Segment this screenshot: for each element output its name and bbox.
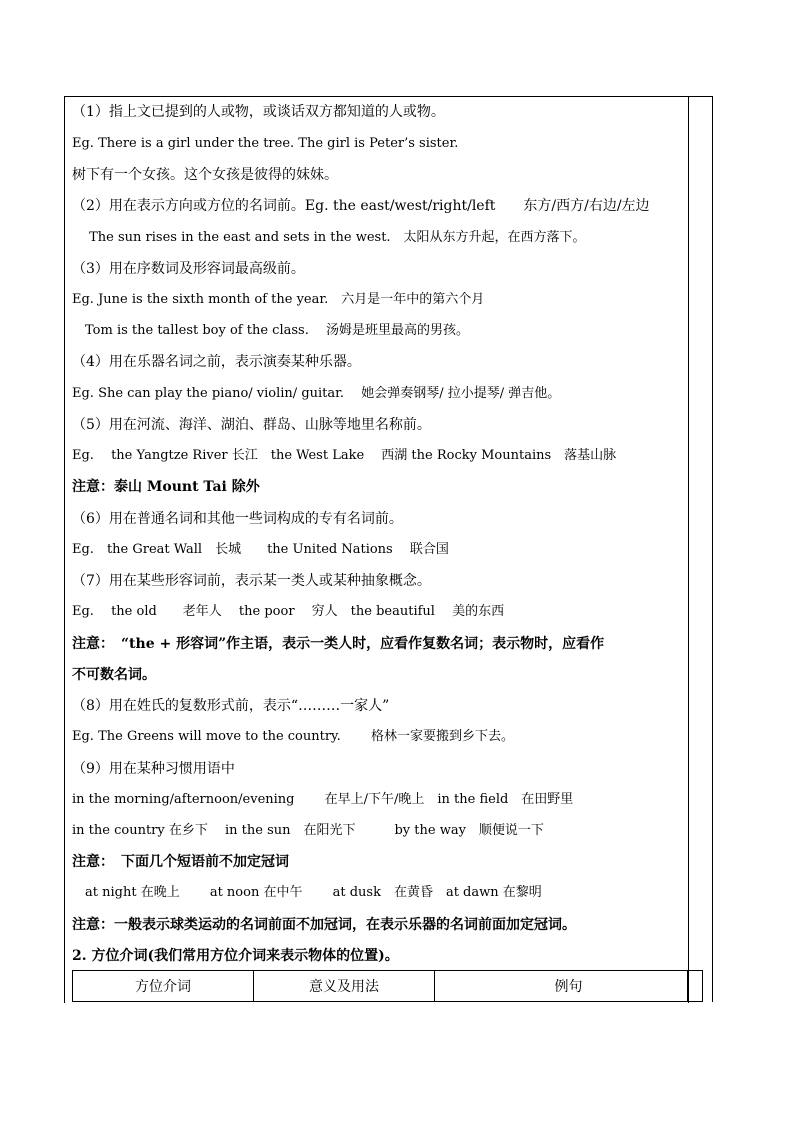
text-line: Eg. There is a girl under the tree. The girl is Peter’s sister. <box>72 136 459 151</box>
note-line: 注意： 下面几个短语前不加定冠词 <box>72 854 289 870</box>
text-line: Eg. the Great Wall 长城 the United Nations 联合国 <box>72 542 449 557</box>
note-line: 不可数名词。 <box>72 667 156 683</box>
note-line: 注意：泰山 Mount Tai 除外 <box>72 479 260 495</box>
text-line: Eg. the old 老年人 the poor 穷人 the beautiful 美的东西 <box>72 604 505 619</box>
text-line: The sun rises in the east and sets in the west. 太阳从东方升起，在西方落下。 <box>72 230 586 245</box>
text-line: in the morning/afternoon/evening 在早上/下午/晚上 in the field 在田野里 <box>72 792 574 807</box>
table-header-cell: 例句 <box>435 971 703 1002</box>
text-line: at night 在晚上 at noon 在中午 at dusk 在黄昏 at dawn 在黎明 <box>72 885 542 900</box>
table-header-cell: 意义及用法 <box>254 971 435 1002</box>
text-line: （8）用在姓氏的复数形式前，表示“………一家人” <box>72 698 390 714</box>
table-header-cell: 方位介词 <box>73 971 254 1002</box>
text-line: （9）用在某种习惯用语中 <box>72 761 235 777</box>
table-frame-top-right <box>687 96 712 97</box>
text-line: 树下有一个女孩。这个女孩是彼得的妹妹。 <box>72 167 338 183</box>
note-line: 注意： “the + 形容词”作主语，表示一类人时，应看作复数名词；表示物时，应看作 <box>72 636 605 652</box>
text-line: Eg. The Greens will move to the country. 格林一家要搬到乡下去。 <box>72 729 514 744</box>
text-line: （6）用在普通名词和其他一些词构成的专有名词前。 <box>72 511 403 527</box>
prepositions-table <box>72 970 703 1002</box>
text-line: Eg. June is the sixth month of the year. 六月是一年中的第六个月 <box>72 292 485 307</box>
text-line: Eg. the Yangtze River 长江 the West Lake 西湖 the Rocky Mountains 落基山脉 <box>72 448 617 463</box>
text-line: （4）用在乐器名词之前，表示演奏某种乐器。 <box>72 354 361 370</box>
text-line: （2）用在表示方向或方位的名词前。Eg. the east/west/right/left 东方/西方/右边/左边 <box>72 198 650 214</box>
text-line: （1）指上文已提到的人或物，或谈话双方都知道的人或物。 <box>72 104 445 120</box>
section-heading: 2. 方位介词(我们常用方位介词来表示物体的位置)。 <box>72 948 399 964</box>
text-line: in the country 在乡下 in the sun 在阳光下 by the way 顺便说一下 <box>72 823 544 838</box>
text-line: Eg. She can play the piano/ violin/ guitar. 她会弹奏钢琴/ 拉小提琴/ 弹吉他。 <box>72 386 561 401</box>
table-frame-inner-right <box>687 970 688 1002</box>
table-frame-right <box>712 96 713 1002</box>
text-line: （3）用在序数词及形容词最高级前。 <box>72 261 305 277</box>
text-line: （5）用在河流、海洋、湖泊、群岛、山脉等地里名称前。 <box>72 417 431 433</box>
table-header-row <box>73 971 703 1002</box>
text-line: （7）用在某些形容词前，表示某一类人或某种抽象概念。 <box>72 573 431 589</box>
note-line: 注意：一般表示球类运动的名词前面不加冠词，在表示乐器的名词前面加定冠词。 <box>72 917 576 933</box>
text-line: Tom is the tallest boy of the class. 汤姆是班里最高的男孩。 <box>72 323 469 338</box>
